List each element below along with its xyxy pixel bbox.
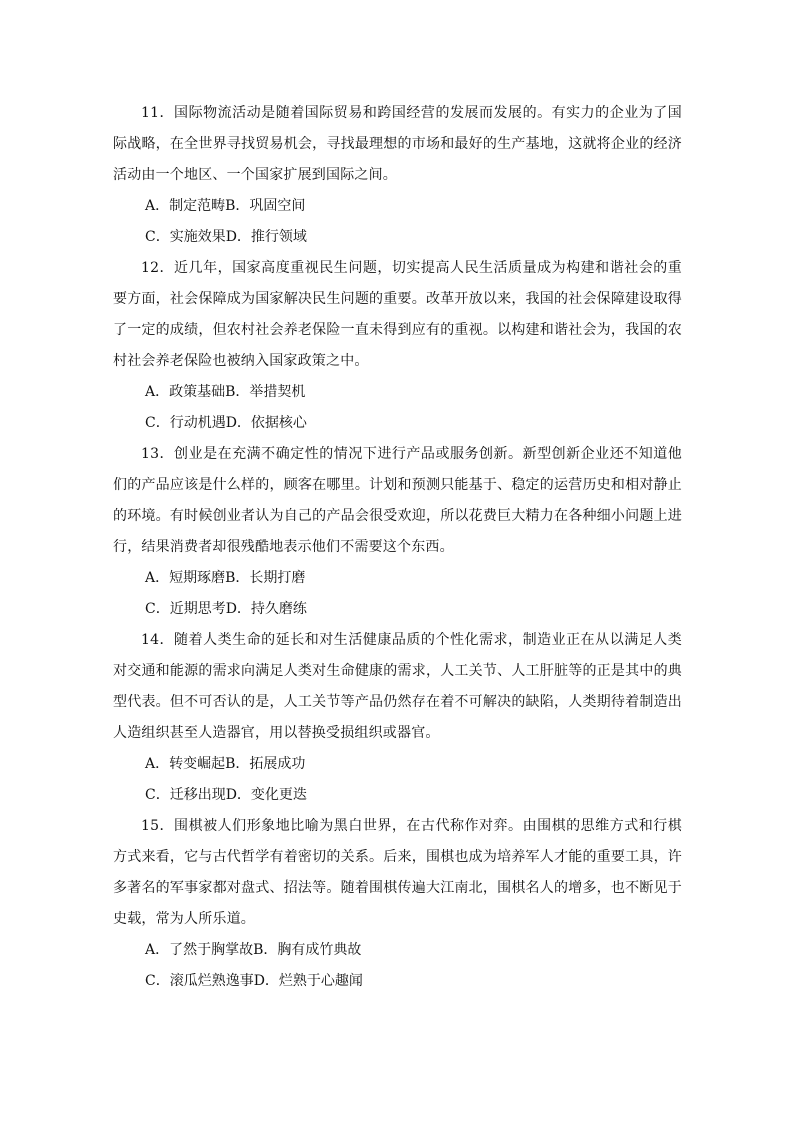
option-line-cd: C．迁移出现D．变化更迭: [145, 787, 307, 803]
question-15: [113, 811, 682, 997]
question-stem: 14．随着人类生命的延长和对生活健康品质的个性化需求，制造业正在从以满足人类对交通和能源的需求向满足人类对生命健康的需求，人工关节、人工肝脏等的正是其中的典型代表。但不可否认的是，人工关节等产品仍然存在着不可解决的缺陷，人类期待着制造出人造组织甚至人造器官，用以替换受损组织或器官。: [113, 632, 682, 741]
question-stem: 15．围棋被人们形象地比喻为黑白世界，在古代称作对弈。由围棋的思维方式和行棋方式来看，它与古代哲学有着密切的关系。后来，围棋也成为培养军人才能的重要工具，许多著名的军事家都对盘式、招法等。随着围棋传遍大江南北，围棋名人的增多，也不断见于史载，常为人所乐道。: [113, 818, 682, 927]
option-line-cd: C．行动机遇D．依据核心: [145, 415, 307, 431]
question-12: [113, 253, 682, 439]
option-line-cd: C．近期思考D．持久磨练: [145, 601, 307, 617]
question-14: [113, 625, 682, 811]
question-stem: 13．创业是在充满不确定性的情况下进行产品或服务创新。新型创新企业还不知道他们的产品应该是什么样的，顾客在哪里。计划和预测只能基于、稳定的运营历史和相对静止的环境。有时候创业者认为自己的产品会很受欢迎，所以花费巨大精力在各种细小问题上进行，结果消费者却很残酷地表示他们不需要这个东西。: [113, 446, 682, 555]
option-line-ab: A．政策基础B．举措契机: [145, 384, 306, 400]
question-stem: 12．近几年，国家高度重视民生问题，切实提高人民生活质量成为构建和谐社会的重要方面，社会保障成为国家解决民生问题的重要。改革开放以来，我国的社会保障建设取得了一定的成绩，但农村社会养老保险一直未得到应有的重视。以构建和谐社会为，我国的农村社会养老保险也被纳入国家政策之中。: [113, 260, 682, 369]
question-stem: 11．国际物流活动是随着国际贸易和跨国经营的发展而发展的。有实力的企业为了国际战略，在全世界寻找贸易机会，寻找最理想的市场和最好的生产基地，这就将企业的经济活动由一个地区、一个国家扩展到国际之间。: [113, 105, 682, 183]
question-list: [113, 98, 682, 997]
question-13: [113, 439, 682, 625]
question-11: [113, 98, 682, 253]
option-line-ab: A．了然于胸掌故B．胸有成竹典故: [145, 942, 362, 958]
option-line-ab: A．短期琢磨B．长期打磨: [145, 570, 306, 586]
option-line-cd: C．实施效果D．推行领域: [145, 229, 307, 245]
option-line-ab: A．转变崛起B．拓展成功: [145, 756, 306, 772]
option-line-cd: C．滚瓜烂熟逸事D．烂熟于心趣闻: [145, 973, 363, 989]
option-line-ab: A．制定范畴B．巩固空间: [145, 198, 306, 214]
